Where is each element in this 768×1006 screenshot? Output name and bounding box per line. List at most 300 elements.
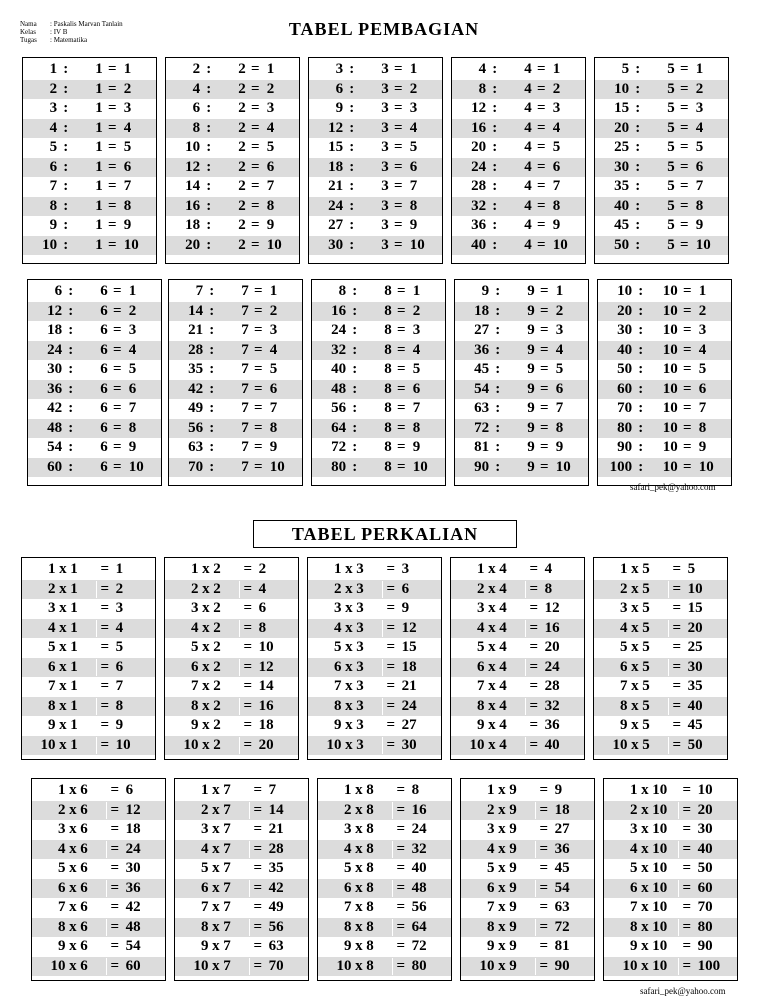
divisor: 2 [238,236,246,253]
product: 42 [125,899,141,916]
table-row [169,438,302,458]
factor-a: 7 [57,899,66,916]
operator: : [638,458,644,475]
quotient: 9 [698,439,707,456]
table-row [455,321,588,341]
operator: : [638,439,644,456]
operator: x [641,782,649,799]
dividend: 6 [335,80,344,97]
operator: : [492,80,498,97]
operator: x [488,678,496,695]
product: 10 [697,782,713,799]
equals-sign: = [682,322,692,339]
equals-sign: = [392,802,409,819]
table-row [308,638,441,658]
equals-sign: = [392,880,409,897]
factor-b: 7 [223,918,231,935]
operator: : [352,341,358,358]
factor-b: 4 [499,697,507,714]
equals-sign: = [249,802,266,819]
factor-b: 4 [499,580,507,597]
divisor: 1 [95,236,103,253]
divisor: 4 [524,178,532,195]
product: 18 [401,658,417,675]
product: 4 [544,561,553,578]
divisor: 1 [95,61,103,78]
factor-a: 7 [47,678,56,695]
dividend: 16 [471,119,487,136]
factor-b: 6 [80,918,88,935]
operator: : [352,283,358,300]
dividend: 40 [617,341,633,358]
factor-b: 1 [70,580,78,597]
quotient: 10 [552,236,568,253]
product: 20 [687,619,703,636]
table-row [28,302,161,322]
divisor: 4 [524,217,532,234]
operator: : [209,361,215,378]
table-row [318,957,451,977]
table-row [452,197,585,217]
factor-a: 4 [200,840,209,857]
operator: x [69,918,77,935]
table-row [604,937,737,957]
operator: x [345,697,353,714]
equals-sign: = [525,659,542,676]
operator: x [345,717,353,734]
table-row [598,419,731,439]
quotient: 9 [409,217,418,234]
table-row [309,216,442,236]
factor-b: 9 [509,918,517,935]
factor-a: 3 [343,821,352,838]
operator: : [492,139,498,156]
quotient: 5 [266,139,275,156]
factor-b: 2 [213,678,221,695]
operator: : [206,178,212,195]
divisor: 3 [381,61,389,78]
equals-sign: = [393,139,403,156]
table-row [309,197,442,217]
equals-sign: = [393,197,403,214]
dividend: 28 [188,341,204,358]
equals-sign: = [536,139,546,156]
table-row [598,282,731,302]
table-row [32,937,165,957]
operator: : [206,80,212,97]
product: 36 [544,717,560,734]
divisor: 2 [238,178,246,195]
factor-b: 2 [213,561,221,578]
factor-b: 9 [509,840,517,857]
factor-a: 3 [47,600,56,617]
equals-sign: = [382,581,399,598]
factor-b: 5 [642,697,650,714]
product: 5 [687,561,696,578]
factor-a: 1 [200,782,209,799]
factor-a: 7 [333,678,342,695]
operator: : [68,380,74,397]
equals-sign: = [382,620,399,637]
factor-a: 4 [629,840,638,857]
table-row [595,60,728,80]
operator: : [495,380,501,397]
equals-sign: = [106,938,123,955]
factor-a: 3 [486,821,495,838]
factor-b: 8 [366,782,374,799]
table-row [308,560,441,580]
divisor: 2 [238,139,246,156]
quotient: 4 [412,341,421,358]
dividend: 42 [188,380,204,397]
factor-a: 1 [486,782,495,799]
equals-sign: = [250,178,260,195]
operator: x [631,639,639,656]
operator: : [492,100,498,117]
factor-b: 9 [509,957,517,974]
operator: : [635,178,641,195]
equals-sign: = [393,61,403,78]
table-row [461,937,594,957]
factor-a: 3 [629,821,638,838]
equals-sign: = [679,158,689,175]
factor-b: 10 [652,821,668,838]
equals-sign: = [96,737,113,754]
dividend: 60 [617,380,633,397]
table-row [318,937,451,957]
operator: x [631,619,639,636]
equals-sign: = [535,841,552,858]
quotient: 3 [266,100,275,117]
divisor: 8 [384,361,392,378]
dividend: 4 [478,61,487,78]
divisor: 10 [662,322,678,339]
equals-sign: = [679,178,689,195]
quotient: 3 [555,322,564,339]
table-row [598,321,731,341]
divisor: 7 [241,380,249,397]
multiplication-table-6 [31,778,166,981]
table-row [32,781,165,801]
factor-b: 1 [70,561,78,578]
operator: : [68,361,74,378]
table-row [461,801,594,821]
equals-sign: = [668,639,685,656]
operator: x [488,619,496,636]
operator: : [635,217,641,234]
factor-a: 2 [486,801,495,818]
equals-sign: = [106,880,123,897]
product: 80 [411,957,427,974]
equals-sign: = [107,119,117,136]
dividend: 6 [54,283,63,300]
factor-a: 2 [629,801,638,818]
quotient: 2 [409,80,418,97]
factor-a: 6 [57,879,66,896]
operator: x [641,938,649,955]
factor-a: 5 [629,860,638,877]
equals-sign: = [525,581,542,598]
table-row [166,119,299,139]
equals-sign: = [668,717,685,734]
operator: : [638,380,644,397]
operator: : [492,178,498,195]
quotient: 3 [695,100,704,117]
multiplication-table-8 [317,778,452,981]
factor-a: 8 [333,697,342,714]
factor-a: 4 [47,619,56,636]
equals-sign: = [249,899,266,916]
product: 30 [401,736,417,753]
equals-sign: = [107,158,117,175]
multiplication-title: TABEL PERKALIAN [253,520,517,548]
operator: : [349,197,355,214]
divisor: 8 [384,380,392,397]
divisor: 10 [662,419,678,436]
table-row [598,302,731,322]
product: 8 [411,782,420,799]
equals-sign: = [393,80,403,97]
equals-sign: = [250,158,260,175]
table-row [455,360,588,380]
divisor: 10 [662,302,678,319]
operator: : [68,341,74,358]
operator: x [69,821,77,838]
equals-sign: = [106,919,123,936]
table-row [28,282,161,302]
factor-a: 7 [619,678,628,695]
operator: : [635,61,641,78]
quotient: 2 [266,80,275,97]
table-row [308,716,441,736]
dividend: 27 [474,322,490,339]
equals-sign: = [679,119,689,136]
operator: x [631,600,639,617]
table-row [598,438,731,458]
multiplication-table-3 [307,557,442,760]
table-row [23,158,156,178]
divisor: 6 [100,302,108,319]
equals-sign: = [392,899,409,916]
dividend: 18 [185,217,201,234]
product: 15 [401,639,417,656]
equals-sign: = [250,100,260,117]
quotient: 7 [123,178,132,195]
table-row [169,282,302,302]
divisor: 7 [241,283,249,300]
factor-b: 7 [223,840,231,857]
dividend: 90 [474,458,490,475]
table-row [32,859,165,879]
product: 2 [258,561,267,578]
dividend: 70 [617,400,633,417]
operator: x [488,658,496,675]
dividend: 16 [331,302,347,319]
product: 1 [115,561,124,578]
operator: : [63,236,69,253]
table-row [308,580,441,600]
table-row [604,801,737,821]
quotient: 6 [698,380,707,397]
quotient: 6 [269,380,278,397]
dividend: 1 [49,61,58,78]
factor-a: 10 [622,957,638,974]
table-row [318,801,451,821]
factor-b: 2 [213,697,221,714]
factor-a: 8 [486,918,495,935]
tugas-value: : Matematika [50,36,88,44]
dividend: 9 [49,217,58,234]
product: 45 [687,717,703,734]
operator: x [355,938,363,955]
table-row [308,599,441,619]
dividend: 30 [614,158,630,175]
table-row [595,99,728,119]
divisor: 3 [381,139,389,156]
equals-sign: = [107,236,117,253]
operator: : [492,158,498,175]
factor-a: 8 [57,918,66,935]
table-row [594,560,727,580]
operator: : [638,283,644,300]
equals-sign: = [539,400,549,417]
factor-b: 10 [652,957,668,974]
factor-a: 10 [193,957,209,974]
product: 54 [554,879,570,896]
product: 12 [258,658,274,675]
equals-sign: = [392,860,409,877]
table-row [165,697,298,717]
operator: : [63,80,69,97]
product: 24 [411,821,427,838]
divisor: 10 [662,341,678,358]
table-row [451,599,584,619]
dividend: 32 [331,341,347,358]
divisor: 1 [95,178,103,195]
equals-sign: = [107,139,117,156]
factor-a: 2 [190,580,199,597]
dividend: 45 [614,217,630,234]
operator: : [63,119,69,136]
quotient: 2 [695,80,704,97]
dividend: 18 [474,302,490,319]
factor-b: 10 [652,938,668,955]
product: 12 [401,619,417,636]
divisor: 4 [524,139,532,156]
product: 60 [125,957,141,974]
operator: : [209,419,215,436]
equals-sign: = [668,698,685,715]
quotient: 7 [555,400,564,417]
operator: x [355,782,363,799]
table-row [165,619,298,639]
operator: x [631,580,639,597]
divisor: 6 [100,458,108,475]
quotient: 3 [552,100,561,117]
factor-b: 3 [356,658,364,675]
table-row [595,119,728,139]
table-row [312,302,445,322]
product: 20 [258,736,274,753]
factor-b: 7 [223,879,231,896]
dividend: 16 [185,197,201,214]
equals-sign: = [106,860,123,877]
division-table-5 [594,57,729,264]
factor-a: 8 [619,697,628,714]
equals-sign: = [393,100,403,117]
factor-b: 1 [70,678,78,695]
table-row [166,216,299,236]
equals-sign: = [539,419,549,436]
dividend: 4 [49,119,58,136]
factor-a: 9 [200,938,209,955]
table-row [604,781,737,801]
table-row [23,99,156,119]
dividend: 24 [328,197,344,214]
operator: : [349,80,355,97]
factor-b: 10 [652,801,668,818]
equals-sign: = [96,581,113,598]
email-bottom: safari_pek@yahoo.com [640,986,726,996]
equals-sign: = [525,561,542,578]
equals-sign: = [392,821,409,838]
dividend: 12 [185,158,201,175]
equals-sign: = [396,283,406,300]
product: 28 [544,678,560,695]
division-table-3 [308,57,443,264]
divisor: 7 [241,302,249,319]
divisor: 7 [241,322,249,339]
operator: x [345,580,353,597]
operator: x [355,899,363,916]
table-row [455,399,588,419]
table-row [169,360,302,380]
product: 40 [411,860,427,877]
table-row [451,658,584,678]
operator: : [349,100,355,117]
table-row [32,918,165,938]
operator: x [345,658,353,675]
operator: : [63,139,69,156]
table-row [604,918,737,938]
product: 7 [115,678,124,695]
equals-sign: = [107,217,117,234]
table-row [23,177,156,197]
operator: x [212,879,220,896]
quotient: 1 [266,61,275,78]
table-row [451,736,584,756]
equals-sign: = [525,620,542,637]
divisor: 3 [381,236,389,253]
equals-sign: = [112,302,122,319]
divisor: 5 [667,61,675,78]
tugas-label: Tugas [20,36,37,44]
factor-b: 2 [213,717,221,734]
equals-sign: = [382,737,399,754]
factor-b: 2 [213,736,221,753]
table-row [318,879,451,899]
dividend: 21 [328,178,344,195]
table-row [452,119,585,139]
factor-b: 1 [70,600,78,617]
product: 6 [258,600,267,617]
equals-sign: = [535,899,552,916]
table-row [455,419,588,439]
quotient: 8 [269,419,278,436]
table-row [594,619,727,639]
operator: : [68,283,74,300]
quotient: 4 [123,119,132,136]
